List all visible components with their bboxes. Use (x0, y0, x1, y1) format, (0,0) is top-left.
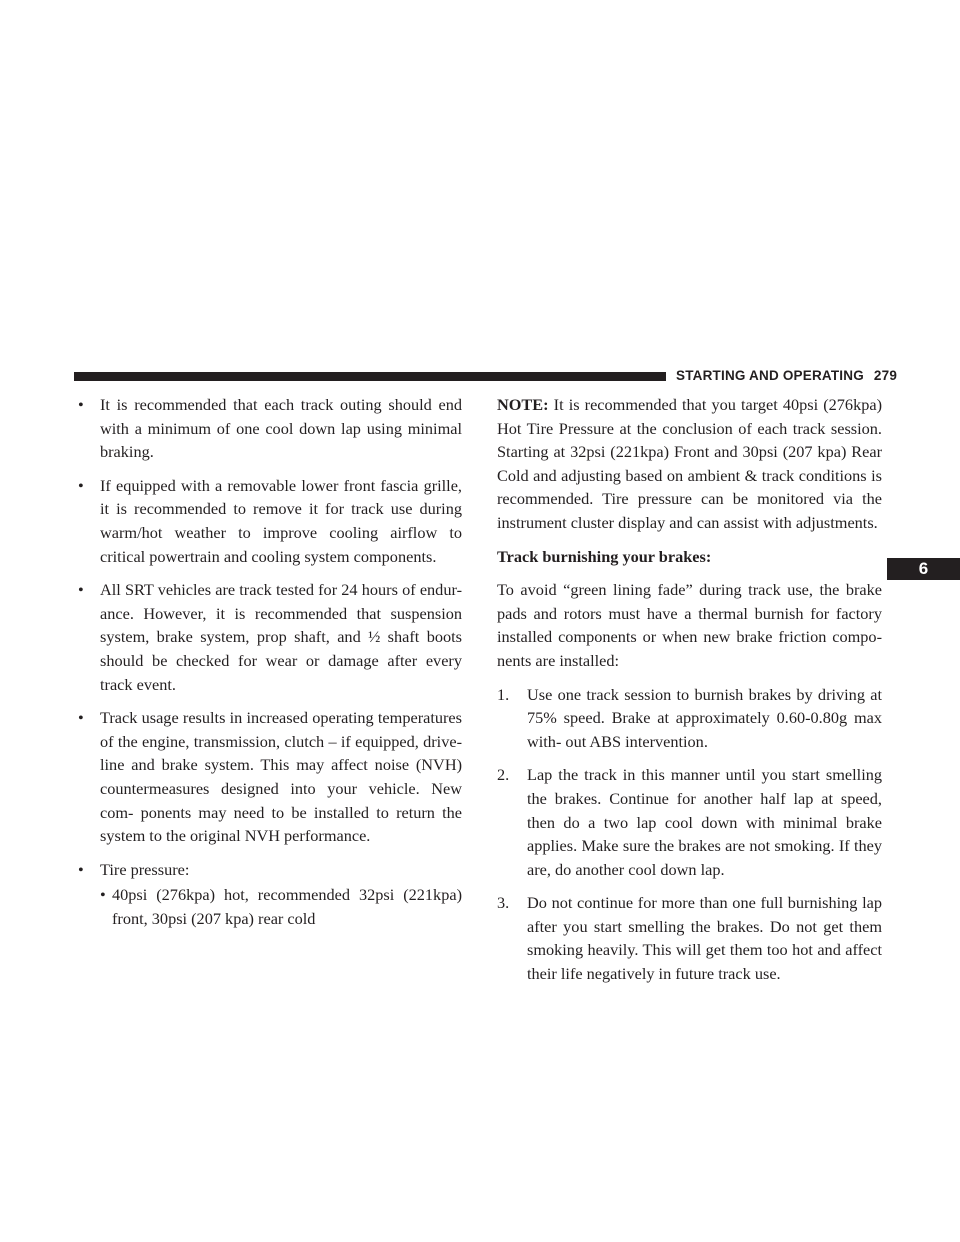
step-text: Use one track session to burnish brakes by driving at 75% speed. Brake at approximately 0.60-0.80g max with- out ABS intervention. (527, 684, 882, 751)
bullet-text: Tire pressure: (100, 859, 190, 879)
bullet-item: • It is recommended that each track outing should end with a minimum of one cool down lap using minimal braking. (76, 393, 462, 464)
note-label: NOTE: (497, 395, 549, 414)
bullet-list (76, 393, 462, 930)
bullet-item: • If equipped with a removable lower front fascia grille, it is recommended to remove it for track use during warm/hot weather to improve cooling airflow to critical powertrain and cooling system components. (76, 474, 462, 568)
step-text: Do not continue for more than one full burnishing lap after you start smelling the brakes. Do not get them smoking heavily. This will get them too hot and affect their life negatively in future track use. (527, 893, 882, 984)
page-number: 279 (873, 368, 898, 383)
bullet-item: • All SRT vehicles are track tested for 24 hours of endur- ance. However, it is recommended that suspension system, brake system, prop shaft, and ½ shaft boots should be checked for wear or damage after every track event. (76, 578, 462, 696)
step-text: Lap the track in this manner until you start smelling the brakes. Continue for another half lap at speed, then do a two lap cool down with minimal brake applies. Make sure the brakes are not smoking. If they are, do another cool down lap. (527, 765, 882, 879)
step-item (497, 763, 882, 881)
step-number: 2. (497, 765, 510, 785)
section-heading: Track burnishing your brakes: (497, 546, 712, 566)
step-item (497, 683, 882, 754)
steps-list (497, 683, 882, 986)
bullet-item: • Track usage results in increased operating temperatures of the engine, transmission, clutch – if equipped, drive- line and brake system. This may affect noise (NVH) countermeasures designed into your vehicle. New com- ponents may need to be installed to return the system to the original NVH performance. (76, 706, 462, 848)
note-paragraph (497, 393, 882, 535)
section-title: STARTING AND OPERATING (676, 368, 864, 383)
right-column (497, 393, 882, 996)
step-item (497, 891, 882, 985)
intro-paragraph: To avoid “green lining fade” during track use, the brake pads and rotors must have a thermal burnish for factory installed components or when new brake friction compo- nents are installed: (497, 580, 882, 670)
step-number: 3. (497, 893, 510, 913)
step-number: 1. (497, 684, 510, 704)
left-column (76, 393, 462, 940)
sub-bullet-list (100, 883, 462, 930)
note-text: It is recommended that you target 40psi (276kpa) Hot Tire Pressure at the conclusion of each track session. Starting at 32psi (221kpa) Front and 30psi (207 kpa) Rear Cold and adjusting based on ambient & track conditions is recommended. Tire pressure can be monitored via the instrument cluster display and can assist with adjustments. (497, 395, 882, 532)
bullet-item-tire-pressure (76, 858, 462, 931)
sub-bullet-item: • 40psi (276kpa) hot, recommended 32psi (221kpa) front, 30psi (207 kpa) rear cold (100, 883, 462, 930)
header-rule (74, 372, 666, 381)
running-header (676, 367, 897, 385)
chapter-tab: 6 (887, 558, 960, 580)
